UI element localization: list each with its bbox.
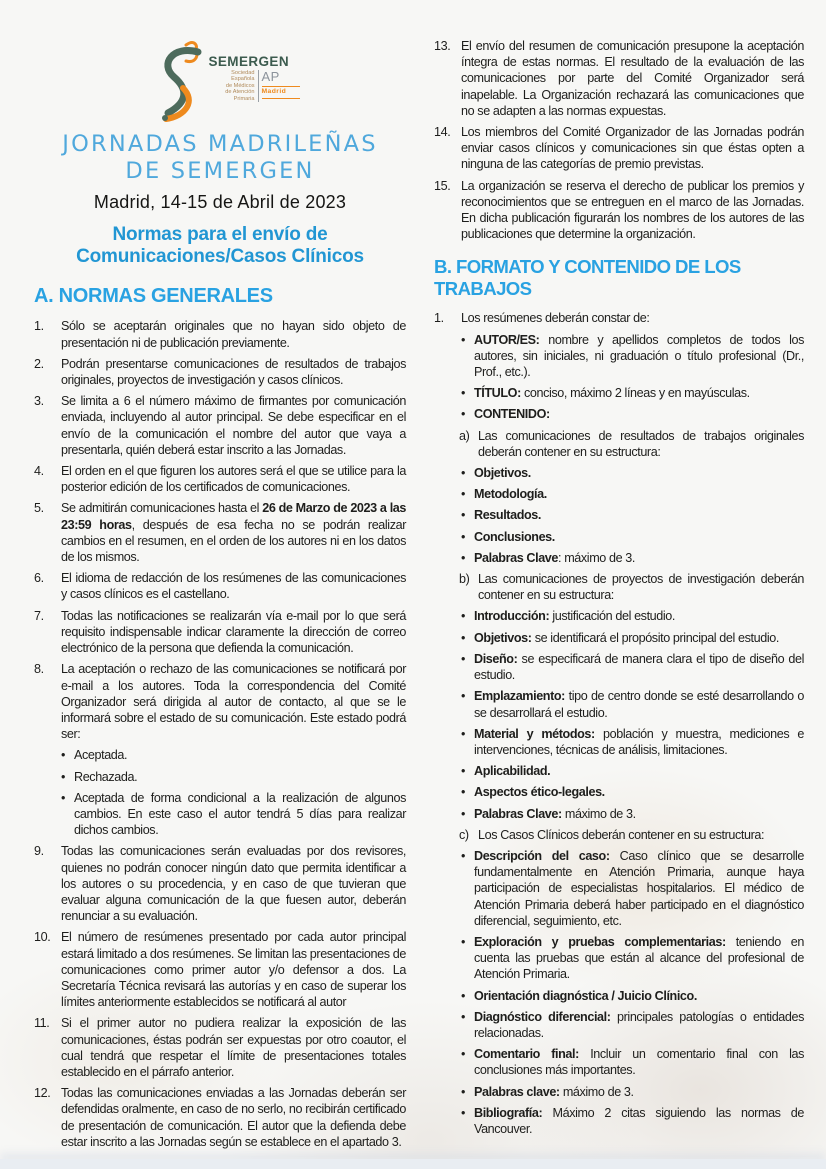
item-text-part: , después de esa fecha no se podrán realizar cambios en el resumen, en el orden de los autores ni en los datos de los mismos. xyxy=(61,517,406,565)
item-text-part: La aceptación o rechazo de las comunicaciones se notificará por e-mail a los autores. Toda la correspondencia del Comité Organizador será dirigida al autor de contacto, al que se le informará sobre el estado de su comunicación. Este estado podrá ser: xyxy=(61,662,406,742)
item-text-part: teniendo en cuenta las pruebas que están al alcance del profesional de Atención Primaria. xyxy=(474,934,804,982)
item-text-part: Las comunicaciones de proyectos de investigación deberán contener en su estructura: xyxy=(478,572,804,603)
section-a-list xyxy=(34,318,406,1150)
bullet-marker: • xyxy=(461,332,466,347)
item-text-bold: 26 de Marzo de 2023 a las 23:59 horas xyxy=(61,501,407,532)
item-text-bold: Diagnóstico diferencial: xyxy=(474,1009,611,1024)
item-text xyxy=(474,1105,804,1137)
item-text-part: conciso, máximo 2 líneas y en mayúsculas. xyxy=(520,386,750,401)
item-text xyxy=(474,465,804,481)
bullet-item xyxy=(434,934,804,983)
bullet-marker: • xyxy=(461,764,466,779)
bullet-item xyxy=(34,769,406,785)
section-b-list xyxy=(434,310,804,1137)
bullet-item xyxy=(434,385,804,401)
item-text-bold: Palabras Clave xyxy=(474,550,559,565)
item-text-part: : máximo de 3. xyxy=(558,550,636,565)
event-date: Madrid, 14-15 de Abril de 2023 xyxy=(93,192,347,212)
tagline-line: de Atención xyxy=(225,89,255,96)
bullet-marker: • xyxy=(461,386,466,401)
bullet-marker: • xyxy=(461,1105,466,1120)
item-text xyxy=(478,428,804,460)
item-text xyxy=(461,124,804,173)
item-label: 4. xyxy=(34,464,44,479)
logo-tagline xyxy=(209,70,258,102)
list-item xyxy=(34,1015,406,1080)
item-text-part: Aceptada de forma condicional a la realización de algunos cambios. En este caso el autor tendrá 5 días para realizar dichos cambios. xyxy=(74,790,406,838)
item-text xyxy=(61,318,406,350)
list-item xyxy=(34,463,406,495)
item-text-part: principales patologías o entidades relacionadas. xyxy=(474,1009,805,1040)
item-label: 14. xyxy=(434,125,451,140)
bullet-marker: • xyxy=(461,689,466,704)
item-label: b) xyxy=(459,572,470,587)
bullet-item xyxy=(434,332,804,381)
item-text-bold: Palabras Clave: xyxy=(474,806,562,821)
item-text xyxy=(61,843,406,924)
bullet-marker: • xyxy=(61,748,66,763)
item-label: 6. xyxy=(34,571,44,586)
bullet-item xyxy=(434,608,804,624)
bullet-marker: • xyxy=(461,487,466,502)
item-text-part: población y muestra, mediciones e intervenciones, técnicas de análisis, limitaciones. xyxy=(474,726,805,757)
item-text-part: máximo de 3. xyxy=(561,806,636,821)
item-text xyxy=(461,38,804,119)
bullet-marker: • xyxy=(461,726,466,741)
list-item xyxy=(434,571,804,603)
item-text xyxy=(474,385,804,401)
list-item xyxy=(34,608,406,657)
item-text-part: máximo de 3. xyxy=(559,1084,634,1099)
logo-subblock xyxy=(209,70,300,102)
logo-ap-block xyxy=(259,70,300,102)
item-text xyxy=(474,934,804,983)
item-text xyxy=(61,570,406,602)
bullet-marker: • xyxy=(461,609,466,624)
item-text xyxy=(61,661,406,742)
logo-rule xyxy=(262,86,300,87)
item-text xyxy=(74,769,406,785)
item-label: 1. xyxy=(434,311,444,326)
item-text-bold: Introducción: xyxy=(474,609,550,624)
item-text xyxy=(474,763,804,779)
item-text-bold: Aspectos ético-legales. xyxy=(474,785,605,800)
item-text-part: El orden en el que figuren los autores será el que se utilice para la posterior edición de los certificados de comunicaciones. xyxy=(61,464,406,495)
section-a-heading: A. NORMAS GENERALES xyxy=(34,285,273,308)
list-item xyxy=(34,318,406,350)
right-column xyxy=(434,38,804,1169)
item-text-part: tipo de centro donde se esté desarrollando o se desarrollará el estudio. xyxy=(474,689,804,720)
item-text-bold: Resultados. xyxy=(474,508,541,523)
bullet-marker: • xyxy=(61,790,66,805)
item-text xyxy=(461,310,804,326)
bullet-item xyxy=(34,747,406,763)
list-item xyxy=(34,356,406,388)
bullet-item xyxy=(434,651,804,683)
bullet-item xyxy=(434,726,804,758)
item-text xyxy=(61,500,406,565)
logo-ap-label: AP xyxy=(261,69,280,84)
tagline-line: de Médicos xyxy=(225,82,255,89)
bullet-marker: • xyxy=(461,1009,466,1024)
event-title xyxy=(34,131,406,185)
item-text xyxy=(74,747,406,763)
bullet-item xyxy=(434,529,804,545)
bullet-item xyxy=(434,465,804,481)
item-text-part: Los Casos Clínicos deberán contener en su estructura: xyxy=(478,827,765,842)
bullet-marker: • xyxy=(461,934,466,949)
item-label: 3. xyxy=(34,394,44,409)
tagline-line: Sociedad xyxy=(231,70,255,76)
bullet-item xyxy=(34,790,406,839)
bullet-item xyxy=(434,406,804,422)
item-text-bold: Emplazamiento: xyxy=(474,689,565,704)
item-text xyxy=(474,529,804,545)
list-item xyxy=(34,843,406,924)
event-title-line1: JORNADAS MADRILEÑAS xyxy=(62,131,378,157)
list-item xyxy=(34,929,406,1010)
item-label: 15. xyxy=(434,178,451,193)
item-text-bold: Palabras clave: xyxy=(474,1084,560,1099)
item-text-bold: Exploración y pruebas complementarias: xyxy=(474,934,726,949)
list-item xyxy=(34,570,406,602)
item-text-bold: Orientación diagnóstica / Juicio Clínico. xyxy=(474,988,697,1003)
item-text-bold: AUTOR/ES: xyxy=(474,332,540,347)
list-item xyxy=(434,310,804,326)
item-text-part: justificación del estudio. xyxy=(549,609,675,624)
item-text xyxy=(474,630,804,646)
item-label: 5. xyxy=(34,501,44,516)
bullet-marker: • xyxy=(461,785,466,800)
bullet-marker: • xyxy=(461,806,466,821)
item-text-part: Rechazada. xyxy=(74,769,138,784)
item-text xyxy=(474,988,804,1004)
item-label: 11. xyxy=(34,1016,50,1031)
item-text xyxy=(474,726,804,758)
item-text-part: Caso clínico que se desarrolle fundamentalmente en Atención Primaria, aunque haya participación de especialistas hospitalarios. El médico de Atención Primaria deberá haber participado en el diagnóstico diferencial, seguimiento, etc. xyxy=(474,848,805,928)
item-text-part: Máximo 2 citas siguiendo las normas de Vancouver. xyxy=(474,1105,804,1136)
item-text-bold: Bibliografía: xyxy=(474,1105,543,1120)
item-label: 2. xyxy=(34,356,44,371)
logo-rule xyxy=(262,98,300,99)
bullet-item xyxy=(434,507,804,523)
list-item xyxy=(34,393,406,458)
bullet-item xyxy=(434,806,804,822)
item-text xyxy=(474,608,804,624)
item-text-part: Las comunicaciones de resultados de trabajos originales deberán contener en su estructura: xyxy=(478,428,804,459)
logo-brand: SEMERGEN xyxy=(208,54,289,69)
section-a-continued-list xyxy=(434,38,804,242)
item-text xyxy=(61,1015,406,1080)
list-item xyxy=(34,661,406,742)
bullet-item xyxy=(434,630,804,646)
item-text xyxy=(474,1084,804,1100)
item-text-part: El envío del resumen de comunicación presupone la aceptación íntegra de estas normas. El resultado de la evaluación de las comunicaciones por parte del Comité Organizador será inapelable. La Organización rechazará las comunicaciones que no se adapten a las normas expuestas. xyxy=(461,39,804,118)
item-text xyxy=(474,1009,804,1041)
item-label: 9. xyxy=(34,844,44,859)
list-item xyxy=(434,38,804,119)
list-item xyxy=(434,428,804,460)
item-text xyxy=(474,332,804,381)
item-text-bold: Metodología. xyxy=(474,487,547,502)
item-text-part: Todas las comunicaciones serán evaluadas por dos revisores, quienes no podrán conocer ningún dato que permita identificar a los autores o su procedencia, y en caso de que tuvieran que evaluar alguna comunicación de la que fuesen autor, deberán renunciar a su evaluación. xyxy=(61,844,406,924)
bullet-marker: • xyxy=(461,529,466,544)
bullet-marker: • xyxy=(461,848,466,863)
item-label: 12. xyxy=(34,1086,51,1101)
item-text-part: Todas las notificaciones se realizarán vía e-mail por lo que será requisito indispensable indicar claramente la dirección de correo electrónico de la persona que defienda la comunicación. xyxy=(61,608,406,656)
item-text-part: Si el primer autor no pudiera realizar la exposición de las comunicaciones, éstas podrán ser expuestas por otro coautor, el cual tendrá que respetar el límite de presentaciones totales establecido en el párrafo anterior. xyxy=(61,1016,406,1079)
bullet-item xyxy=(434,688,804,720)
bullet-item xyxy=(434,988,804,1004)
item-text-part: La organización se reserva el derecho de publicar los premios y reconocimientos que se entreguen en el marco de las Jornadas. En dicha publicación figurarán los nombres de los autores de las publicaciones que determine la organización. xyxy=(461,178,804,242)
list-item xyxy=(34,1085,406,1150)
item-text-bold: Aplicabilidad. xyxy=(474,764,551,779)
item-label: 8. xyxy=(34,662,44,677)
item-text-part: Aceptada. xyxy=(74,748,128,763)
item-text-bold: Objetivos. xyxy=(474,466,531,481)
item-label: c) xyxy=(459,827,469,842)
item-text xyxy=(61,393,406,458)
item-text-bold: Descripción del caso: xyxy=(474,848,610,863)
left-column xyxy=(34,38,406,1169)
item-text-bold: Conclusiones. xyxy=(474,529,555,544)
tagline-line: Primaria xyxy=(233,95,255,102)
bullet-item xyxy=(434,486,804,502)
item-text xyxy=(74,790,406,839)
bullet-marker: • xyxy=(61,769,66,784)
item-text-part: Se limita a 6 el número máximo de firmantes por comunicación enviada, incluyendo al autor principal. Se debe especificar en el envío de la comunicación el nombre del autor que vaya a presentarla, quién deberá estar inscrito a las Jornadas. xyxy=(61,394,406,457)
item-label: 10. xyxy=(34,930,51,945)
item-label: 13. xyxy=(434,39,451,53)
bullet-marker: • xyxy=(461,630,466,645)
item-text-bold: TÍTULO: xyxy=(474,386,521,401)
bullet-marker: • xyxy=(461,407,466,422)
item-text xyxy=(474,406,804,422)
item-text xyxy=(474,848,804,929)
item-text xyxy=(474,806,804,822)
item-text-bold: Diseño: xyxy=(474,651,518,666)
page-bottom-band xyxy=(0,1159,826,1169)
tagline-line: Española xyxy=(231,76,255,83)
bullet-marker: • xyxy=(461,988,466,1003)
list-item xyxy=(434,178,804,243)
bullet-item xyxy=(434,550,804,566)
item-label: 1. xyxy=(34,319,44,334)
item-text xyxy=(61,608,406,657)
item-text xyxy=(474,550,804,566)
item-text-part: Los miembros del Comité Organizador de las Jornadas podrán enviar casos clínicos y comunicaciones sin que éstas opten a ninguna de las categorías de premio previstas. xyxy=(461,125,804,172)
semergen-s-mark xyxy=(153,38,207,124)
item-text-part: Podrán presentarse comunicaciones de resultados de trabajos originales, proyectos de investigación y casos clínicos. xyxy=(61,356,406,388)
list-item xyxy=(434,124,804,173)
item-text xyxy=(61,356,406,388)
section-b-heading: B. FORMATO Y CONTENIDO DE LOS TRABAJOS xyxy=(434,256,741,300)
item-text xyxy=(478,571,804,603)
item-text xyxy=(461,178,804,243)
logo-region-label: Madrid xyxy=(261,88,287,95)
item-text xyxy=(474,651,804,683)
bullet-item xyxy=(434,1084,804,1100)
bullet-marker: • xyxy=(461,1047,466,1062)
bullet-item xyxy=(434,848,804,929)
bullet-marker: • xyxy=(461,508,466,523)
document-header xyxy=(34,38,406,268)
item-text xyxy=(61,463,406,495)
subtitle-line2: Comunicaciones/Casos Clínicos xyxy=(76,246,364,268)
item-text xyxy=(474,784,804,800)
item-text-part: Incluir un comentario final con las conclusiones más importantes. xyxy=(474,1047,804,1078)
logo-dot xyxy=(162,115,168,121)
bullet-item xyxy=(434,1009,804,1041)
item-label: 7. xyxy=(34,608,44,623)
item-text-part: El idioma de redacción de los resúmenes de las comunicaciones y casos clínicos es el castellano. xyxy=(61,571,406,602)
item-text xyxy=(474,1046,804,1078)
bullet-item xyxy=(434,1105,804,1137)
logo-text-block xyxy=(209,38,300,102)
item-text xyxy=(474,486,804,502)
item-label: a) xyxy=(459,428,470,443)
item-text-part: se especificará de manera clara el tipo de diseño del estudio. xyxy=(474,651,804,683)
semergen-logo xyxy=(153,38,300,124)
list-item xyxy=(34,500,406,565)
item-text-part: Los resúmenes deberán constar de: xyxy=(461,311,650,326)
item-text-part: se identificará el propósito principal del estudio. xyxy=(531,630,779,645)
item-text-bold: CONTENIDO: xyxy=(474,407,550,422)
bullet-marker: • xyxy=(461,466,466,481)
event-title-line2: DE SEMERGEN xyxy=(125,158,315,184)
item-text-part: nombre y apellidos completos de todos los autores, sin iniciales, ni graduación o título profesional (Dr., Prof., etc.). xyxy=(474,332,804,380)
item-text-bold: Objetivos: xyxy=(474,630,532,645)
item-text-part: Se admitirán comunicaciones hasta el xyxy=(61,501,263,516)
bullet-item xyxy=(434,784,804,800)
item-text xyxy=(474,688,804,720)
item-text-part: Todas las comunicaciones enviadas a las Jornadas deberán ser defendidas oralmente, en caso de no serlo, no recibirán certificado de presentación de comunicación. El autor que la defienda debe estar inscrito a las Jornadas según se establece en el apartado 3. xyxy=(61,1086,406,1149)
bullet-item xyxy=(434,1046,804,1078)
bullet-item xyxy=(434,763,804,779)
item-text xyxy=(474,507,804,523)
item-text xyxy=(61,1085,406,1150)
item-text-bold: Comentario final: xyxy=(474,1047,579,1062)
list-item xyxy=(434,827,804,843)
subtitle-line1: Normas para el envío de xyxy=(112,224,328,245)
item-text xyxy=(61,929,406,1010)
document-subtitle xyxy=(34,224,406,268)
item-text xyxy=(478,827,804,843)
bullet-marker: • xyxy=(461,651,466,666)
item-text-part: Sólo se aceptarán originales que no hayan sido objeto de presentación ni de publicación previamente. xyxy=(61,319,406,350)
item-text-bold: Material y métodos: xyxy=(474,726,595,741)
bullet-marker: • xyxy=(461,550,466,565)
bullet-marker: • xyxy=(461,1084,466,1099)
item-text-part: El número de resúmenes presentado por cada autor principal estará limitado a dos resúmenes. Se limitan las presentaciones de comunicaciones como primer autor y/o defensor a dos. La Secretaría Técnica revisará las autorías y en caso de superar los límites anteriormente establecidos se notificará al autor xyxy=(61,930,406,1010)
